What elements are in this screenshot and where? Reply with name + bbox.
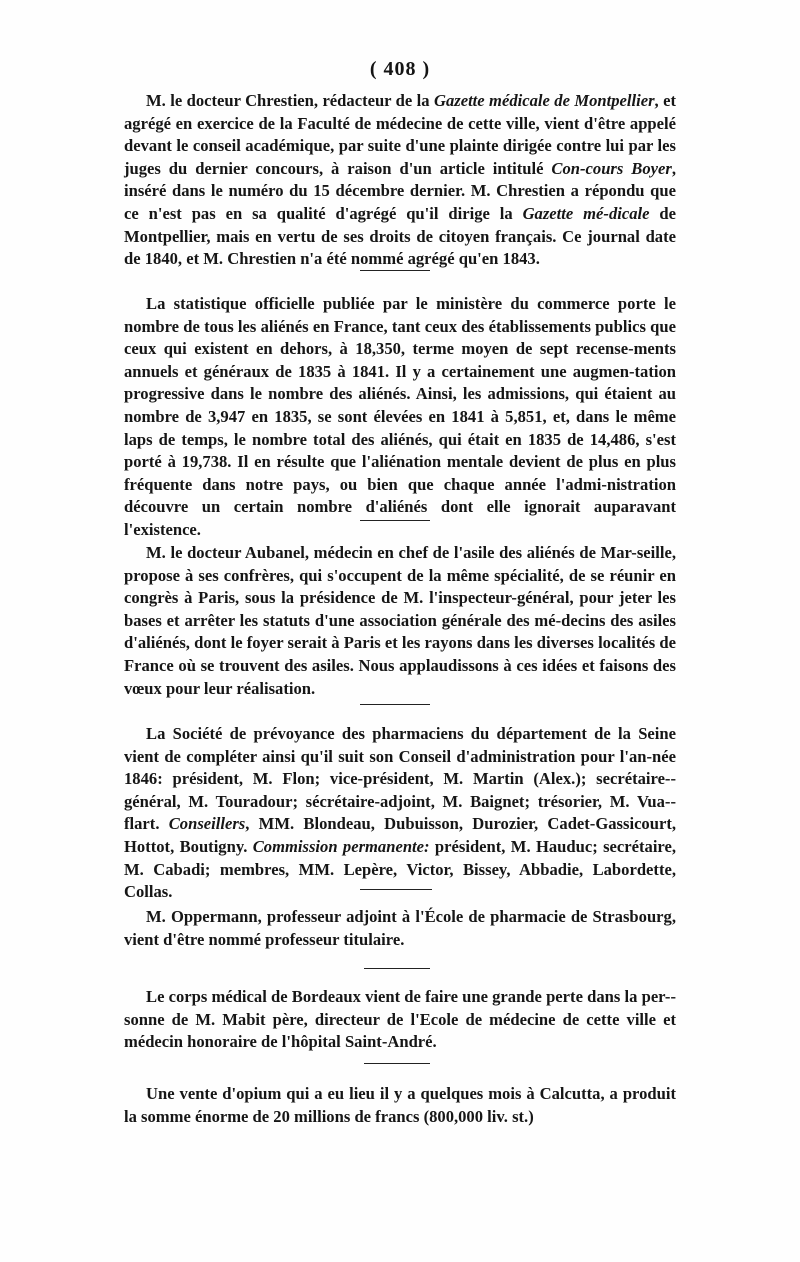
separator-rule (360, 270, 430, 271)
text-run: M. le docteur Aubanel, médecin en chef de l'asile des aliénés de Mar-seille, propose à ses confrères, qui s'occupent de la même spécialité, de se réunir en congrès à Paris, sous la présidence de M. l'inspecteur-général, pour jeter les bases et arrêter les statuts d'une association générale des mé-decins des asiles d'aliénés, dont le foyer serait à Paris et les rayons dans les diverses localités de France où se trouvent des asiles. Nous applaudissons à ces idées et faisons des vœux pour leur réalisation. (124, 543, 676, 698)
text-run: , MM. Blondeau, Dubuisson, Durozier, Cadet-Gassicourt, Hottot, Boutigny. (124, 814, 676, 856)
text-run: président, M. Hauduc; secrétaire, M. Cabadi; membres, MM. Lepère, Victor, Bissey, Abbadie, Labordette, Collas. (124, 836, 677, 902)
separator-rule (364, 968, 430, 969)
paragraph-bordeaux (124, 986, 676, 1054)
paragraph-text (124, 986, 676, 1054)
separator-rule (360, 520, 430, 521)
text-run: M. le docteur Chrestien, rédacteur de la (146, 91, 434, 110)
text-run: de Montpellier, mais en vertu de ses droits de citoyen français. Ce journal date de 1840, et M. Chrestien n'a été nommé agrégé qu'en 1843. (124, 203, 676, 269)
paragraph-text (124, 293, 676, 542)
text-run: M. Oppermann, professeur adjoint à l'École de pharmacie de Strasbourg, vient d'être nommé professeur titulaire. (124, 907, 676, 949)
text-run: , inséré dans le numéro du 15 décembre dernier. M. Chrestien a répondu que ce n'est pas en sa qualité d'agrégé qu'il dirige la (124, 158, 676, 223)
separator-rule (360, 889, 432, 890)
text-run: Une vente d'opium qui a eu lieu il y a quelques mois à Calcutta, a produit la somme énorme de 20 millions de francs (800,000 liv. st.) (124, 1084, 676, 1126)
italic-text: Gazette mé-dicale (522, 203, 650, 223)
separator-rule (360, 704, 430, 705)
italic-text: Con-cours Boyer (551, 158, 672, 178)
paragraph-text (124, 906, 676, 951)
paragraph-text (124, 1083, 676, 1128)
text-run: La Société de prévoyance des pharmaciens du département de la Seine vient de compléter ainsi qu'il suit son Conseil d'administration pour l'an-née 1846: président, M. Flon; vice-président, M. Martin (Alex.); secrétaire-général, M. Touradour; sécrétaire-adjoint, M. Baignet; trésorier, M. Vua-flart. (124, 724, 676, 834)
separator-rule (364, 1063, 430, 1064)
text-run: La statistique officielle publiée par le ministère du commerce porte le nombre de tous les aliénés en France, tant ceux des établissements publics que ceux qui existent en dehors, à 18,350, terme moyen de sept recense-ments annuels et généraux de 1835 à 1841. Il y a certainement une augmen-tation progressive dans le nombre des aliénés. Ainsi, les admissions, qui étaient au nombre de 3,947 en 1835, se sont élevées en 1841 à 5,851, et, dans le même laps de temps, le nombre total des aliénés, qui était en 1835 de 14,486, s'est porté à 19,738. Il en résulte que l'aliénation mentale devient de plus en plus fréquente dans notre pays, ou bien que chaque année l'admi-nistration découvre un certain nombre d'aliénés dont elle ignorait auparavant l'existence. (124, 294, 676, 539)
text-run: , et agrégé en exercice de la Faculté de médecine de cette ville, vient d'être appelé devant le conseil académique, par suite d'une plainte dirigée contre lui par les juges du dernier concours, à raison d'un article intitulé (124, 91, 676, 178)
paragraph-text (124, 723, 676, 904)
paragraph-chrestien (124, 90, 676, 271)
italic-text: Gazette médicale de Montpellier (433, 91, 655, 110)
paragraph-statistique (124, 293, 676, 542)
page-number: ( 408 ) (369, 58, 431, 80)
paragraph-societe (124, 723, 676, 904)
italic-text: Conseillers (168, 814, 246, 834)
paragraph-oppermann (124, 906, 676, 951)
text-run: Le corps médical de Bordeaux vient de faire une grande perte dans la per-sonne de M. Mabit père, directeur de l'Ecole de médecine de cette ville et médecin honoraire de l'hôpital Saint-André. (124, 987, 676, 1052)
italic-text: Commission permanente: (252, 836, 430, 856)
paragraph-opium (124, 1083, 676, 1128)
paragraph-text (124, 542, 676, 700)
paragraph-text (124, 90, 676, 271)
paragraph-aubanel (124, 542, 676, 700)
